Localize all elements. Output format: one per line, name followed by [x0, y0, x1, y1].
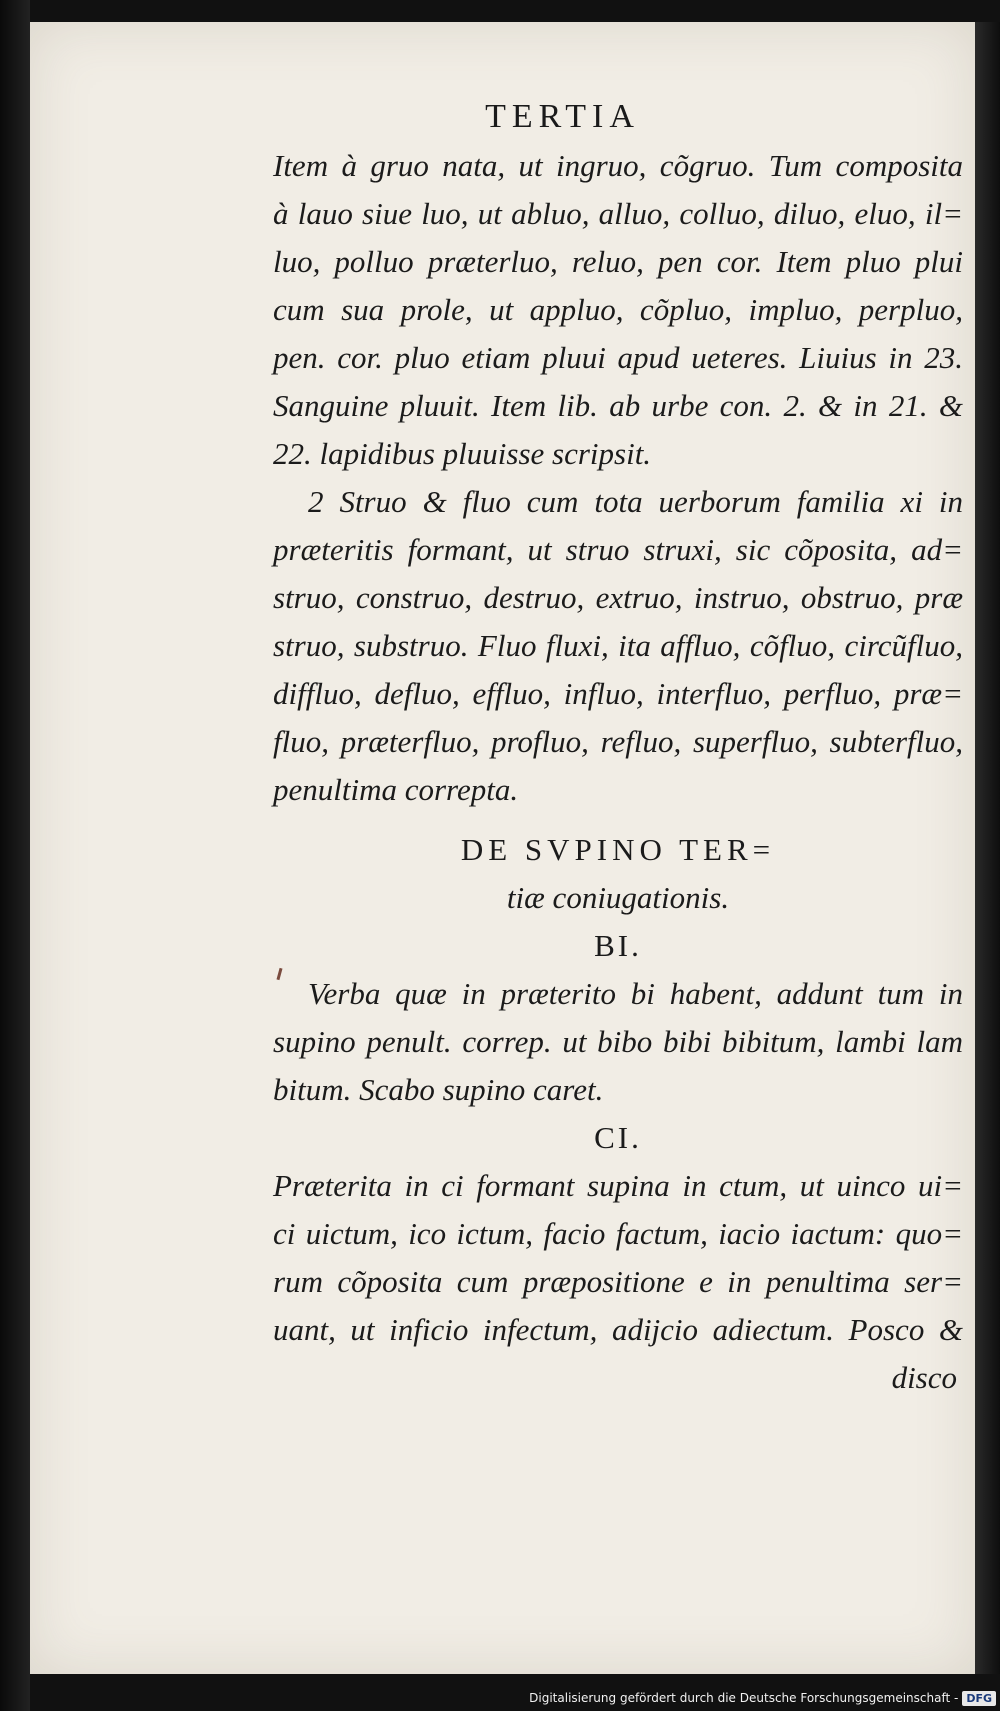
text-line: Sanguine pluuit. Item lib. ab urbe con. 2. & in 21. & — [273, 388, 963, 423]
text-line: diffluo, defluo, effluo, influo, interfluo, perfluo, præ= — [273, 676, 963, 711]
text-line: 22. lapidibus pluuisse scripsit. — [273, 436, 652, 471]
text-line: ci uictum, ico ictum, facio factum, iacio iactum: quo= — [273, 1216, 963, 1251]
subsection-heading-bi: BI. — [594, 928, 642, 963]
dfg-logo-icon: DFG — [962, 1691, 996, 1706]
section-heading: DE SVPINO TER= — [460, 832, 776, 867]
text-line: Item à gruo nata, ut ingruo, cõgruo. Tum composita — [273, 148, 963, 183]
scan-left-edge — [0, 0, 30, 1711]
text-line: bitum. Scabo supino caret. — [273, 1072, 604, 1107]
paragraph-2 — [273, 478, 963, 814]
running-head: TERTIA — [485, 98, 640, 135]
paragraph-4 — [273, 1162, 963, 1354]
text-line: Verba quæ in præterito bi habent, addunt tum in — [308, 976, 963, 1011]
paragraph-1 — [273, 142, 963, 478]
text-line: præteritis formant, ut struo struxi, sic cõposita, ad= — [273, 532, 963, 567]
text-line: struo, construo, destruo, extruo, instruo, obstruo, præ — [273, 580, 963, 615]
subsection-heading-ci: CI. — [594, 1120, 642, 1155]
page-body — [273, 142, 963, 1402]
text-line: penultima correpta. — [273, 772, 519, 807]
text-line: uant, ut inficio infectum, adijcio adiectum. Posco & — [273, 1312, 963, 1347]
credit-text: Digitalisierung gefördert durch die Deutsche Forschungsgemeinschaft - — [529, 1691, 959, 1705]
paragraph-3 — [273, 970, 963, 1114]
text-line: struo, substruo. Fluo fluxi, ita affluo, cõfluo, circũfluo, — [273, 628, 963, 663]
text-line: rum cõposita cum præpositione e in penultima ser= — [273, 1264, 963, 1299]
text-line: luo, polluo præterluo, reluo, pen cor. Item pluo plui — [273, 244, 963, 279]
catchword: disco — [891, 1360, 957, 1395]
scan-right-edge — [975, 22, 1000, 1674]
text-line: 2 Struo & fluo cum tota uerborum familia xi in — [308, 484, 963, 519]
section-subheading: tiæ coniugationis. — [506, 880, 730, 915]
text-line: cum sua prole, ut appluo, cõpluo, impluo, perpluo, — [273, 292, 963, 327]
digitization-credit — [529, 1687, 996, 1709]
text-line: fluo, præterfluo, profluo, refluo, superfluo, subterfluo, — [273, 724, 963, 759]
text-line: Præterita in ci formant supina in ctum, ut uinco ui= — [273, 1168, 963, 1203]
text-line: pen. cor. pluo etiam pluui apud ueteres. Liuius in 23. — [273, 340, 963, 375]
text-line: à lauo siue luo, ut abluo, alluo, colluo, diluo, eluo, il= — [273, 196, 963, 231]
text-line: supino penult. correp. ut bibo bibi bibitum, lambi lam — [273, 1024, 963, 1059]
